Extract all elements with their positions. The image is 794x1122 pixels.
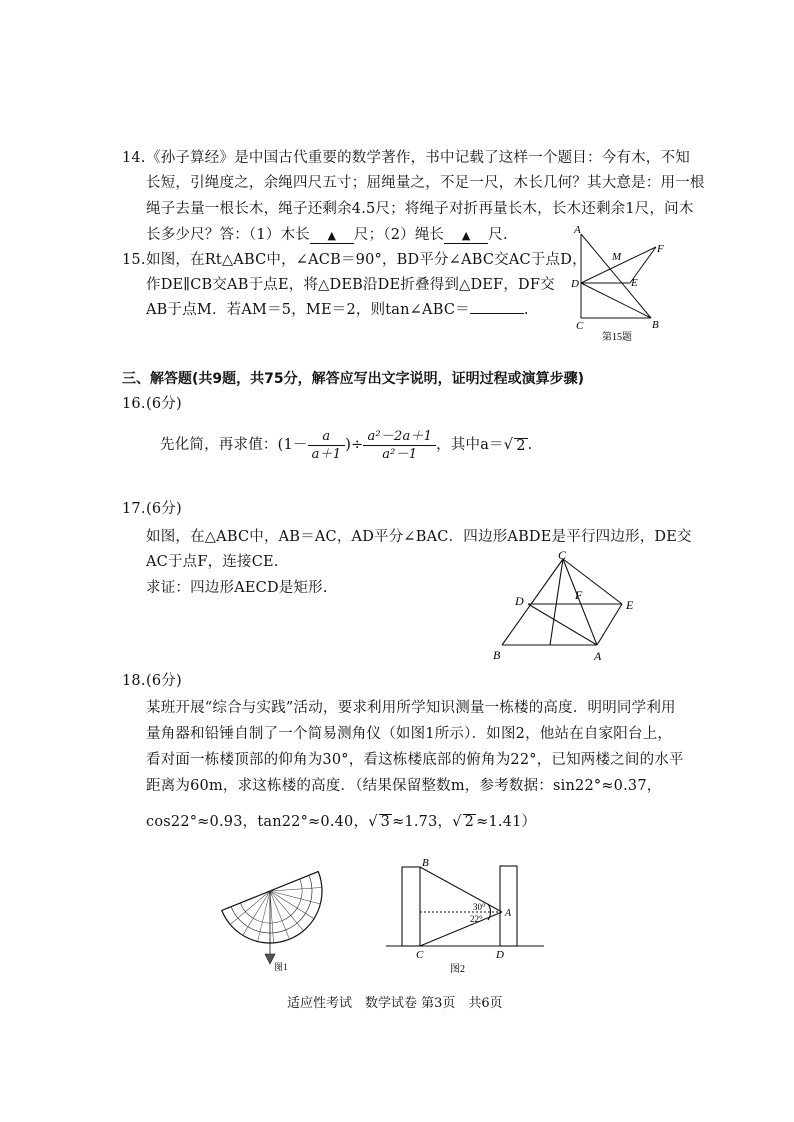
label-A: A xyxy=(505,908,512,919)
label-A: A xyxy=(574,224,581,236)
label-D: D xyxy=(515,594,524,608)
q14-line4 xyxy=(146,228,508,244)
building-left xyxy=(402,867,420,946)
segment-CB xyxy=(502,559,563,645)
segment-AB xyxy=(581,234,651,318)
figure-caption: 第15题 xyxy=(602,332,632,343)
label-B: B xyxy=(422,857,429,869)
q16-number: 16. xyxy=(122,396,146,412)
label-F: F xyxy=(575,588,583,602)
q18-ref-sqrt2: ≈1.41） xyxy=(476,814,537,830)
q16-frac1-num: a xyxy=(308,430,346,446)
q16-condition: ，其中a＝ xyxy=(436,437,504,454)
q16-fraction-2 xyxy=(363,430,436,461)
q14-answer-prefix: 长多少尺？答：（1）木长 xyxy=(146,227,310,243)
label-C: C xyxy=(558,548,567,562)
q16-sqrt-symbol: √ xyxy=(503,437,514,454)
q16-close: )÷ xyxy=(345,437,364,454)
q16-expression xyxy=(160,430,532,461)
q15-question: AB于点M．若AM＝5，ME＝2，则tan∠ABC＝ xyxy=(146,302,470,318)
q18-ref-cos-tan: cos22°≈0.93，tan22°≈0.40， xyxy=(146,814,369,830)
label-E: E xyxy=(631,277,638,289)
label-B: B xyxy=(652,319,659,331)
q14-answer-mid: 尺；（2）绳长 xyxy=(353,227,445,243)
q15-line3 xyxy=(146,303,529,318)
q15-figure xyxy=(568,222,678,346)
q18-figure-1-protractor xyxy=(218,848,330,974)
q16-period: . xyxy=(527,437,533,454)
q18-line3: 看对面一栋楼顶部的仰角为30°，看这栋楼底部的俯角为22°，已知两楼之间的水平 xyxy=(146,752,684,768)
fig1-caption: 图1 xyxy=(274,962,288,972)
angle-22-label: 22° xyxy=(470,914,483,924)
q16-open: (1－ xyxy=(277,437,308,454)
q15-blank[interactable] xyxy=(470,313,524,314)
protractor-body xyxy=(222,872,330,959)
label-C: C xyxy=(576,320,584,332)
label-A: A xyxy=(594,649,602,663)
label-D: D xyxy=(571,278,579,290)
q18-ref-sqrt3: ≈1.73， xyxy=(392,814,453,830)
section-title: 三、解答题(共9题，共75分，解答应写出文字说明，证明过程或演算步骤) xyxy=(122,371,585,387)
q18-line4: 距离为60m，求这栋楼的高度．（结果保留整数m，参考数据：sin22°≈0.37， xyxy=(146,778,662,794)
q18-line2: 量角器和铅锤自制了一个简易测角仪（如图1所示）．如图2，他站在自家阳台上， xyxy=(146,726,673,742)
q16-instruction: 先化简，再求值： xyxy=(160,437,278,454)
label-M: M xyxy=(612,251,622,263)
q17-line1: 如图，在△ABC中，AB＝AC，AD平分∠BAC．四边形ABDE是平行四边形，DE交 xyxy=(146,529,692,545)
label-F: F xyxy=(657,243,664,255)
building-right xyxy=(500,866,517,946)
q15-period: . xyxy=(523,302,529,318)
q17-line3: 求证：四边形AECD是矩形. xyxy=(146,580,328,596)
segment-DA xyxy=(528,604,597,645)
q18-sqrt2: 2 xyxy=(464,814,475,830)
q15-line1: 如图，在Rt△ABC中，∠ACB＝90°，BD平分∠ABC交AC于点D， xyxy=(146,252,587,268)
q14-line2: 长短，引绳度之，余绳四尺五寸；屈绳量之，不足一尺，木长几何？其大意是：用一根 xyxy=(146,175,705,191)
q18-sqrt-symbol-2: √ xyxy=(452,814,462,830)
q17-number: 17. xyxy=(122,501,146,517)
q14-blank-2[interactable]: ▲ xyxy=(444,229,488,244)
label-C: C xyxy=(416,949,424,961)
q17-line2: AC于点F，连接CE. xyxy=(146,554,279,570)
q16-sqrt-value: 2 xyxy=(516,437,526,454)
q14-line3: 绳子去量一根长木，绳子还剩余4.5尺；将绳子对折再量长木，长木还剩余1尺，问木 xyxy=(146,201,694,217)
q18-figure-2-buildings xyxy=(384,852,548,978)
q16-frac2-den: a²－1 xyxy=(382,447,418,462)
q18-number: 18. xyxy=(122,673,146,689)
q14-blank-1[interactable]: ▲ xyxy=(310,229,354,244)
q17-figure xyxy=(484,547,644,665)
q16-points: (6分) xyxy=(146,396,182,412)
q16-frac2-num: a²－2a＋1 xyxy=(363,430,436,446)
q16-frac1-den: a＋1 xyxy=(311,447,342,462)
page-footer: 适应性考试 数学试卷 第3页 共6页 xyxy=(287,996,503,1011)
q14-answer-suffix: 尺. xyxy=(488,227,508,243)
segment-CD xyxy=(550,559,563,645)
fig2-caption: 图2 xyxy=(450,964,465,975)
label-B: B xyxy=(493,648,501,662)
angle-30-label: 30° xyxy=(473,902,486,912)
line-of-sight-up xyxy=(420,867,502,912)
q18-line1: 某班开展“综合与实践”活动，要求利用所学知识测量一栋楼的高度．明明同学利用 xyxy=(146,700,676,716)
q17-points: (6分) xyxy=(146,501,182,517)
segment-EA xyxy=(597,604,622,645)
q15-number: 15. xyxy=(122,252,146,268)
label-E: E xyxy=(626,598,634,612)
q14-line1: 《孙子算经》是中国古代重要的数学著作，书中记载了这样一个题目：今有木，不知 xyxy=(146,150,690,166)
q14-number: 14. xyxy=(122,150,146,166)
q18-sqrt-symbol-1: √ xyxy=(368,814,378,830)
segment-DB xyxy=(581,283,651,318)
q18-line5 xyxy=(146,814,536,830)
q15-line2: 作DE∥CB交AB于点E，将△DEB沿DE折叠得到△DEF，DF交 xyxy=(146,277,555,293)
q16-fraction-1 xyxy=(308,430,346,461)
q18-sqrt3: 3 xyxy=(380,814,391,830)
label-D: D xyxy=(496,949,504,961)
q18-points: (6分) xyxy=(146,673,182,689)
